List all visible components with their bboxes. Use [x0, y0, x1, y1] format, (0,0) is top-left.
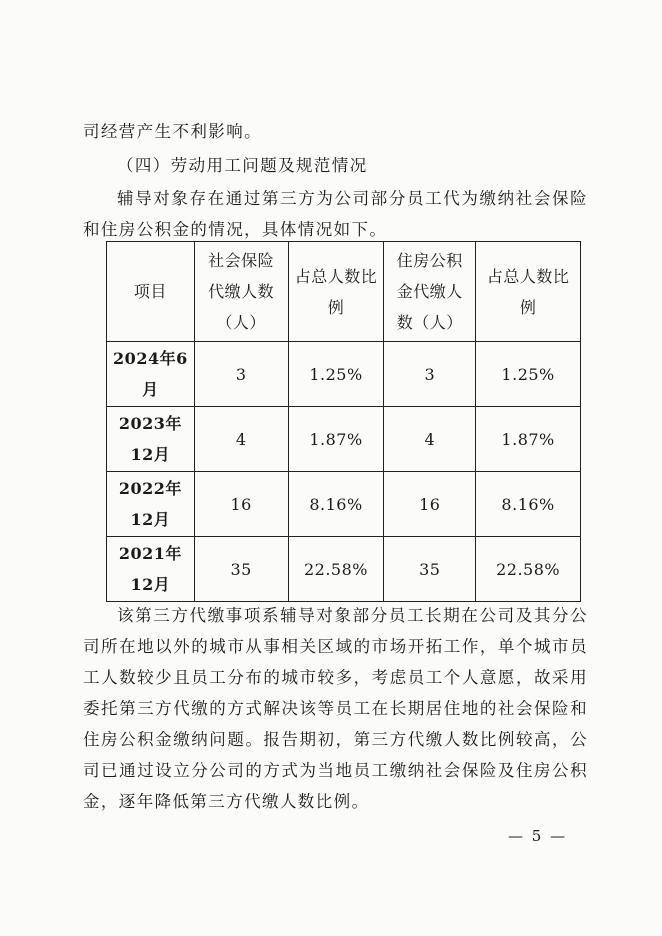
header-housing-fund-ratio: 占总人数比例: [476, 242, 581, 342]
cell-housing-fund-count: 35: [384, 537, 476, 602]
cell-housing-fund-count: 3: [384, 342, 476, 407]
cell-housing-fund-count: 16: [384, 472, 476, 537]
cell-social-insurance-count: 35: [194, 537, 288, 602]
cell-housing-fund-count: 4: [384, 407, 476, 472]
cell-social-insurance-ratio: 8.16%: [288, 472, 384, 537]
row-period: 2022年12月: [107, 472, 195, 537]
header-item: 项目: [107, 242, 195, 342]
row-period: 2024年6月: [107, 342, 195, 407]
cell-social-insurance-count: 16: [194, 472, 288, 537]
cell-housing-fund-ratio: 1.87%: [476, 407, 581, 472]
paragraph-explanation: 该第三方代缴事项系辅导对象部分员工长期在公司及其分公司所在地以外的城市从事相关区域的市场开拓工作，单个城市员工人数较少且员工分布的城市较多，考虑员工个人意愿，故采用委托第三方代缴的方式解决该等员工在长期居住地的社会保险和住房公积金缴纳问题。报告期初，第三方代缴人数比例较高，公司已通过设立分公司的方式为当地员工缴纳社会保险及住房公积金，逐年降低第三方代缴人数比例。: [83, 606, 588, 811]
paragraph-continuation: 司经营产生不利影响。: [83, 122, 262, 141]
cell-social-insurance-count: 3: [194, 342, 288, 407]
row-period: 2023年12月: [107, 407, 195, 472]
outsourced-contribution-table: [106, 241, 581, 602]
header-social-insurance-count: 社会保险代缴人数（人）: [194, 242, 288, 342]
cell-social-insurance-count: 4: [194, 407, 288, 472]
table-header-row: [107, 242, 581, 342]
page-number: — 5 —: [508, 827, 568, 845]
table-row: [107, 342, 581, 407]
table-row: [107, 472, 581, 537]
cell-housing-fund-ratio: 22.58%: [476, 537, 581, 602]
cell-social-insurance-ratio: 1.87%: [288, 407, 384, 472]
section-heading: （四）劳动用工问题及规范情况: [117, 156, 368, 175]
cell-social-insurance-ratio: 1.25%: [288, 342, 384, 407]
header-social-insurance-ratio: 占总人数比例: [288, 242, 384, 342]
table-row: [107, 407, 581, 472]
header-housing-fund-count: 住房公积金代缴人数（人）: [384, 242, 476, 342]
cell-housing-fund-ratio: 1.25%: [476, 342, 581, 407]
cell-housing-fund-ratio: 8.16%: [476, 472, 581, 537]
paragraph-intro: 辅导对象存在通过第三方为公司部分员工代为缴纳社会保险和住房公积金的情况，具体情况如下。: [83, 189, 588, 239]
cell-social-insurance-ratio: 22.58%: [288, 537, 384, 602]
row-period: 2021年12月: [107, 537, 195, 602]
table-row: [107, 537, 581, 602]
